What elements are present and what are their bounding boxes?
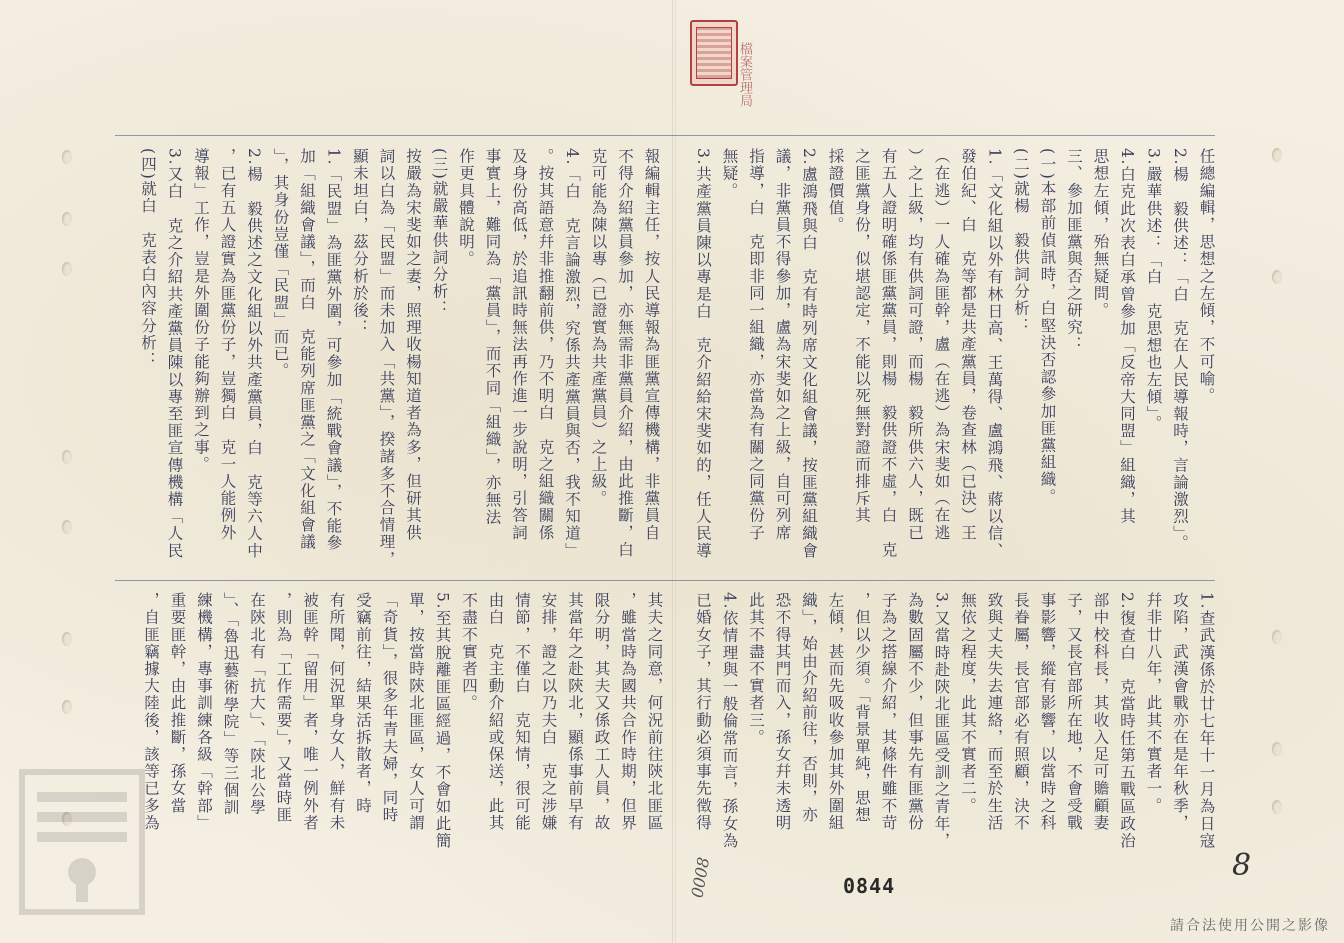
text-column: 3.嚴華供述：「白 克思想也左傾」。 (1144, 148, 1163, 432)
text-column: 」、「魯迅藝術學院」等三個訓 (221, 592, 240, 816)
text-column: 4.依情理與一般倫常而言，孫女為 (720, 592, 739, 850)
text-column: 3.又白 克之介紹共產黨員陳以專至匪宣傳機構「人民 (165, 148, 184, 560)
text-column: 其當年之赴陝北，顯係事前早有 (566, 592, 584, 832)
text-column: 限分明，其夫又係政工人員，故 (592, 592, 611, 832)
text-column: 子，又長官部所在地，不會受戰 (1065, 592, 1083, 832)
text-column: 3.又當時赴陝北匪區受訓之青年， (932, 592, 951, 850)
text-column: 任總編輯，思想之左傾，不可喻。 (1197, 148, 1216, 405)
text-column: 已婚女子，其行動必須事先徵得 (694, 592, 712, 832)
stamp-text: 檔案管理局 (737, 42, 752, 107)
text-column: 事實上，難同為「黨員」，而不同「組織」，亦無法 (483, 148, 502, 526)
text-column: 1.「文化組以外有林日高、王萬得、盧鴻飛、蔣以信、 (985, 148, 1004, 560)
text-column: 不得介紹黨員參加，亦無需非黨員介紹，由此推斷，白 (616, 148, 634, 559)
archive-logo-icon (12, 752, 152, 922)
text-column: 被匪幹「留用」者，唯一例外者 (301, 592, 319, 832)
text-column: 指導，白 克即非同一組織，亦當為有關之同黨份子 (747, 148, 765, 542)
text-column: (四)就白 克表白內容分析： (139, 148, 157, 369)
text-column: 重要匪幹，由此推斷，孫女當 (168, 592, 187, 815)
text-column: 恐不得其門而入，孫女幷未透明 (773, 592, 792, 832)
usage-watermark: 請合法使用公開之影像 (1170, 918, 1330, 934)
text-column: 三、參加匪黨與否之研究： (1065, 148, 1083, 354)
text-column: (二)就楊 毅供詞分析： (1012, 148, 1030, 335)
text-column: 攻陷，武漢會戰亦在是年秋季， (1171, 592, 1189, 832)
text-column: 思想左傾，殆無疑問。 (1091, 148, 1110, 319)
text-column: 導報」工作，豈是外圍份子能夠辦到之事。 (192, 148, 210, 473)
text-column: 致與丈夫失去連絡，而至於生活 (985, 592, 1004, 832)
text-column: 左傾，甚而先吸收參加其外圍組 (826, 592, 845, 832)
text-column: 2.楊 毅供述：「白 克在人民導報時，言論激烈」。 (1171, 148, 1189, 552)
text-column: ，自匪竊據大陸後，該等已多為 (142, 592, 160, 832)
text-column: ，雖當時為國共合作時期，但界 (619, 592, 637, 832)
page-fold (672, 0, 676, 943)
text-column: (三)就嚴華供詞分析： (430, 148, 449, 318)
text-column: 2.楊 毅供述之文化組以外共產黨員，白 克等六人中 (245, 148, 263, 560)
text-column: 安排，證之以乃夫白 克之涉嫌 (539, 592, 558, 832)
text-column: 受竊前往，結果活拆散者，時 (354, 592, 372, 815)
text-column: 情節，不僅白 克知情，很可能 (513, 592, 531, 832)
page-number: 0844 (843, 874, 896, 898)
text-column: 此其不盡不實者三。 (747, 592, 765, 746)
text-column: 長眷屬，長官部必有照顧，決不 (1012, 592, 1030, 832)
text-column: 「奇貨」，很多年青夫婦，同時 (380, 592, 399, 824)
text-column: 幷非廿八年，此其不實者一。 (1144, 592, 1163, 815)
text-column: 練機構，專事訓練各級「幹部」 (195, 592, 213, 832)
text-column: 其夫之同意，何況前往陝北匪區 (645, 592, 664, 832)
text-column: 不盡不實者四。 (460, 592, 478, 712)
text-column: (一)本部前偵訊時，白堅決否認參加匪黨組織。 (1038, 148, 1057, 506)
text-column: 2.復查白 克當時任第五戰區政治 (1118, 592, 1136, 850)
text-column: 及身份高低，於追訊時無法再作進一步說明，引答詞 (510, 148, 528, 542)
text-column: 4.「白 克言論激烈，究係共產黨員與否，我不知道」 (563, 148, 581, 560)
text-column: 3.共產黨員陳以專是白 克介紹給宋斐如的，任人民導 (694, 148, 712, 560)
text-column: 採證價值。 (826, 148, 845, 234)
middle-rule (115, 580, 1215, 581)
text-column: ，則為「工作需要」，又當時匪 (274, 592, 293, 824)
text-column: 有所聞，何況單身女人，鮮有未 (327, 592, 346, 832)
text-column: 顯未坦白，茲分析於後： (351, 148, 369, 337)
text-column: 由白 克主動介紹或保送，此其 (486, 592, 505, 832)
text-column: 子為之搭線介紹，其條件雖不苛 (879, 592, 898, 832)
text-column: ，但以少須。「背景單純，思想 (853, 592, 871, 824)
text-column: 之匪黨身份，似堪認定，不能以死無對證而排斥其 (853, 148, 871, 525)
text-column: 無依之程度，此其不實者二。 (959, 592, 977, 815)
text-column: 5.至其脫離匪區經過，不會如此簡 (433, 592, 452, 850)
text-column: 發伯紀、白 克等都是共產黨員，卷查林（已決）王 (959, 148, 977, 542)
text-column: 1.查武漢係於廿七年十一月為日寇 (1197, 592, 1216, 850)
text-column: 按嚴為宋斐如之妻，照理收楊知道者為多，但研其供 (404, 148, 422, 542)
text-column: 為數固屬不少，但事先有匪黨份 (906, 592, 924, 832)
text-column: 克可能為陳以專（已證實為共產黨員）之上級。 (589, 148, 608, 508)
text-column: 報編輯主任，按人民導報為匪黨宣傳機構，非黨員自 (642, 148, 661, 542)
text-column: 1.「民盟」為匪黨外圍，可參加「統戰會議」，不能參 (324, 148, 343, 552)
handwritten-page-mark: 8 (1232, 848, 1252, 883)
text-column: 詞以白為「民盟」而未加入「共黨」，揆諸多不合情理， (377, 148, 396, 568)
text-column: 有五人證明確係匪黨黨員，則楊 毅供證不虛，白 克 (879, 148, 898, 559)
text-column: 。按其語意幷非推翻前供，乃不明白 克之組織關係 (536, 148, 555, 542)
text-column: 無疑。 (720, 148, 739, 200)
text-column: ，已有五人證實為匪黨份子，豈獨白 克一人能例外 (218, 148, 237, 542)
text-column: 單，按當時陝北匪區，女人可謂 (407, 592, 425, 832)
text-column: 議，非黨員不得參加，盧為宋斐如之上級，自可列席 (773, 148, 792, 542)
text-column: 部中校科長，其收入足可贍顧妻 (1091, 592, 1110, 832)
text-column: （在逃）一人確為匪幹，盧（在逃）為宋斐如（在逃 (932, 148, 951, 542)
text-column: 加「組織會議」，而白 克能列席匪黨之「文化組會議 (298, 148, 316, 551)
text-column: 4.白克此次表白承曾參加「反帝大同盟」組織，其 (1118, 148, 1136, 526)
text-column: 在陝北有「抗大」、「陝北公學 (248, 592, 266, 816)
text-column: 作更具體說明。 (457, 148, 475, 268)
text-column: 織」，始由介紹前往，否則，亦 (800, 592, 818, 824)
text-column: 事影響，縱有影響，以當時之科 (1038, 592, 1057, 832)
text-column: 」，其身份豈僅「民盟」而已。 (271, 148, 290, 380)
text-column: ）之上級，均有供詞可證，而楊 毅所供六人，既已 (906, 148, 924, 542)
archive-seal-stamp (690, 20, 738, 86)
handwritten-number: 0008 (687, 855, 714, 900)
header-rule (115, 135, 1215, 136)
text-column: 2.盧鴻飛與白 克有時列席文化組會議，按匪黨組織會 (800, 148, 818, 560)
